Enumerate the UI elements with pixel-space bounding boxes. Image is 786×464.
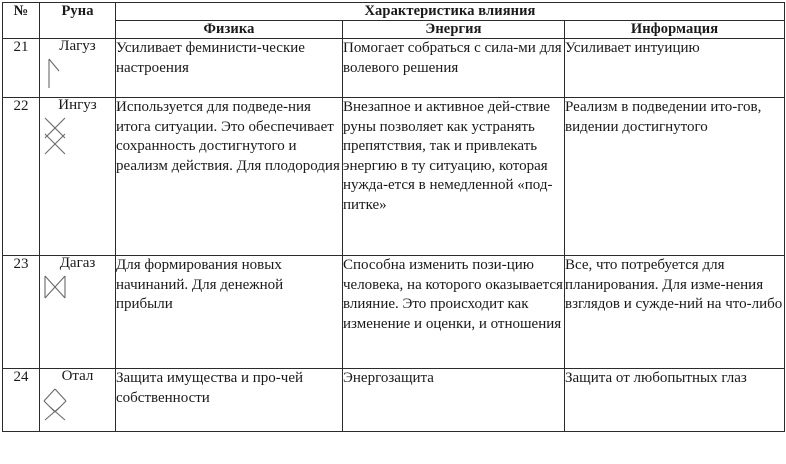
cell-energiya: Помогает собраться с сила-ми для волевого решения [343, 39, 565, 98]
rune-name-label: Ингуз [58, 97, 97, 113]
cell-number: 21 [3, 39, 40, 98]
cell-fizika: Усиливает феминисти-ческие настроения [116, 39, 343, 98]
rune-name-label: Дагаз [59, 255, 96, 271]
document-page [0, 2, 786, 464]
table-header [3, 3, 785, 39]
column-header-informaciya: Информация [565, 21, 785, 39]
cell-informaciya: Усиливает интуицию [565, 39, 785, 98]
runes-table [2, 2, 785, 432]
cell-number: 22 [3, 98, 40, 256]
cell-number: 23 [3, 256, 40, 369]
cell-fizika: Используется для подведе-ния итога ситуации. Это обеспечивает сохранность достигнутого и реализм действия. Для плодородия [116, 98, 343, 256]
rune-name-label: Отал [61, 368, 94, 384]
inguz-rune-icon [40, 116, 115, 156]
table-body [3, 39, 785, 432]
laguz-rune-icon [40, 57, 115, 89]
rune-name-label: Лагуз [59, 38, 96, 54]
cell-energiya: Способна изменить пози-цию человека, на которого оказывается влияние. Это происходит как изменение и оценки, и отношения [343, 256, 565, 369]
table-row [3, 98, 785, 256]
dagaz-rune-icon [40, 274, 115, 300]
cell-informaciya: Реализм в подведении ито-гов, видении достигнутого [565, 98, 785, 256]
column-header-fizika: Физика [116, 21, 343, 39]
cell-informaciya: Защита от любопытных глаз [565, 369, 785, 432]
column-header-number: № [3, 3, 40, 39]
column-header-rune: Руна [40, 3, 116, 39]
cell-rune [40, 256, 116, 369]
cell-energiya: Энергозащита [343, 369, 565, 432]
cell-rune [40, 39, 116, 98]
cell-rune [40, 369, 116, 432]
cell-energiya: Внезапное и активное дей-ствие руны позволяет как устранять препятствия, так и привлекать энергию в ту ситуацию, которая нужда-ется в немедленной «под-питке» [343, 98, 565, 256]
column-header-group-influence: Характеристика влияния [116, 3, 785, 21]
otal-rune-icon [40, 387, 115, 421]
cell-number: 24 [3, 369, 40, 432]
cell-informaciya: Все, что потребуется для планирования. Для изме-нения взглядов и сужде-ний на что-либо [565, 256, 785, 369]
cell-fizika: Защита имущества и про-чей собственности [116, 369, 343, 432]
header-row-sub [3, 21, 785, 39]
cell-fizika: Для формирования новых начинаний. Для денежной прибыли [116, 256, 343, 369]
cell-rune [40, 98, 116, 256]
header-row-top [3, 3, 785, 21]
table-row [3, 256, 785, 369]
table-row [3, 39, 785, 98]
column-header-energiya: Энергия [343, 21, 565, 39]
table-row [3, 369, 785, 432]
